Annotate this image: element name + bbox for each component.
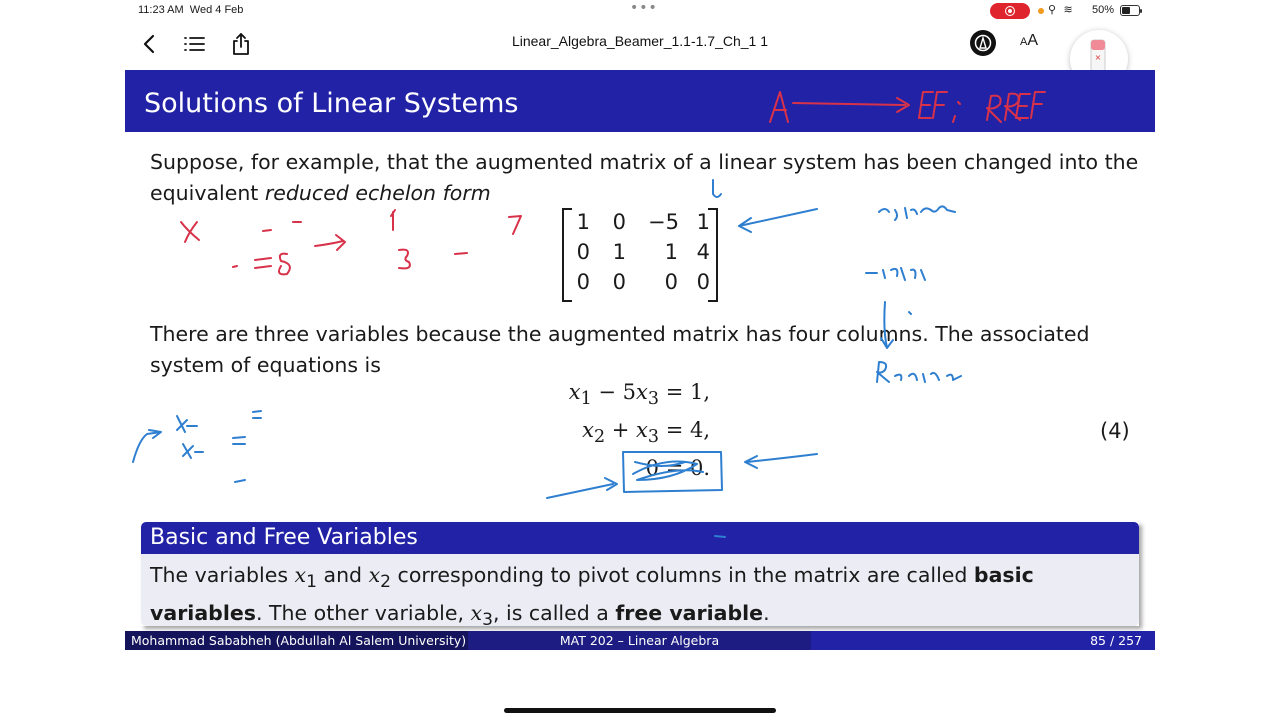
equation-3: 0 = 0. [645, 456, 710, 480]
intro-paragraph: Suppose, for example, that the augmented matrix of a linear system has been changed into the equivalent reduced echelon form [150, 150, 1139, 205]
matrix-cell: 1 [612, 240, 626, 264]
matrix-cell: 0 [576, 270, 590, 294]
matrix-cell: 1 [664, 240, 678, 264]
matrix-cell: 0 [696, 270, 710, 294]
pencil-tip-icon [974, 34, 992, 52]
matrix-cell: 1 [696, 210, 710, 234]
matrix-cell: 0 [576, 240, 590, 264]
definition-block [141, 522, 1139, 631]
document-title: Linear_Algebra_Beamer_1.1-1.7_Ch_1 1 [511, 33, 769, 49]
matrix-cell: −5 [648, 210, 679, 234]
matrix-cell: 0 [664, 270, 678, 294]
footer-course: MAT 202 – Linear Algebra [468, 631, 811, 650]
screen-record-icon[interactable] [990, 3, 1030, 19]
home-indicator[interactable] [504, 708, 776, 713]
footer-page-number[interactable]: 85 / 257 [811, 631, 1155, 650]
equation-1: $x_1 - 5x_3 = 1$, [568, 380, 710, 410]
block-title: Basic and Free Variables [141, 522, 1139, 554]
battery-percent: 50% [1092, 4, 1115, 16]
matrix-cell: 0 [612, 270, 626, 294]
matrix-cell: 4 [696, 240, 710, 264]
wifi-icon: ⚲ ≋ [1048, 3, 1075, 16]
battery-icon [1120, 5, 1140, 16]
svg-text:×: × [1094, 53, 1102, 62]
augmented-matrix [562, 208, 718, 300]
pdf-page[interactable] [125, 70, 1155, 650]
markup-button[interactable] [970, 30, 996, 56]
variables-paragraph: There are three variables because the augmented matrix has four columns. The associated system of equations is [150, 322, 1090, 377]
slide-footer [125, 631, 1155, 650]
mic-indicator-icon [1038, 8, 1044, 14]
multitask-dots-icon[interactable]: ••• [630, 0, 658, 16]
status-time: 11:23 AM Wed 4 Feb [138, 4, 244, 16]
matrix-cell: 0 [612, 210, 626, 234]
matrix-cell: 1 [576, 210, 590, 234]
equation-number: (4) [1100, 419, 1130, 443]
block-body: The variables $x_1$ and $x_2$ corresponding to pivot columns in the matrix are called basic variables. The other variable, $x_3$, is called a free variable. [141, 554, 1139, 626]
reader-toolbar [0, 22, 1280, 66]
slide-title: Solutions of Linear Systems [144, 88, 519, 119]
status-bar [0, 0, 1280, 22]
equation-2: $x_2 + x_3 = 4$, [582, 418, 710, 448]
text-size-button[interactable]: AA [1020, 32, 1039, 49]
footer-author: Mohammad Sababheh (Abdullah Al Salem University) [125, 631, 468, 650]
emphasis-text: reduced echelon form [264, 181, 491, 205]
